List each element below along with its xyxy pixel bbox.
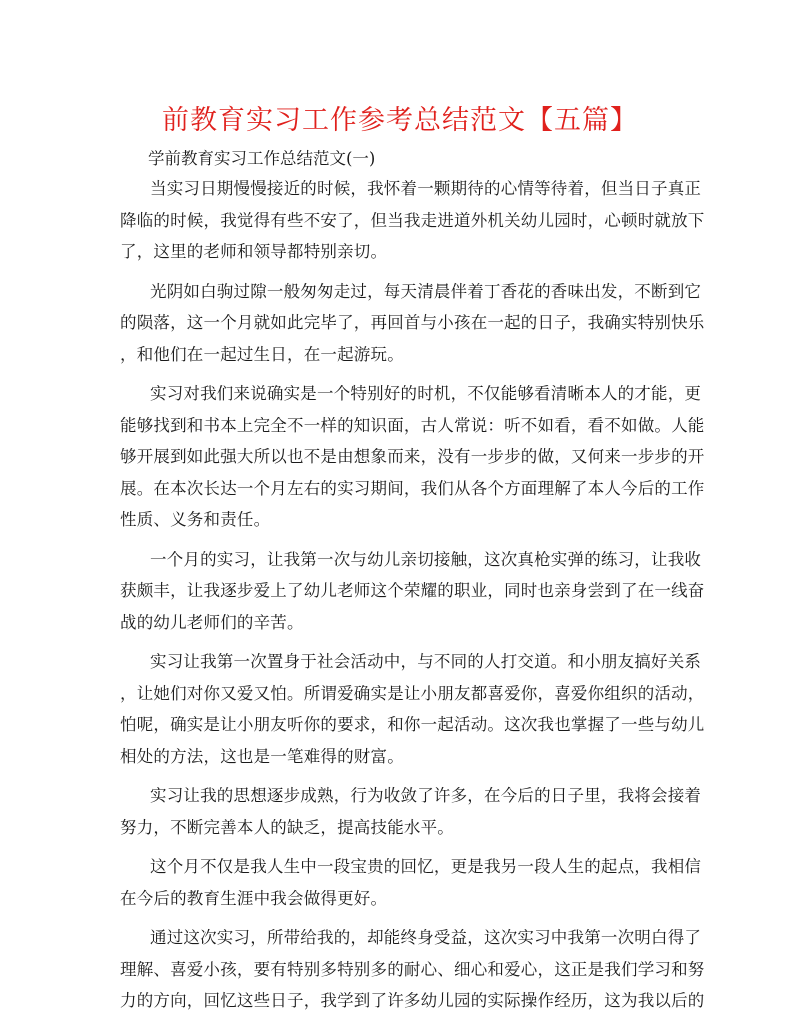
paragraph — [120, 780, 702, 843]
paragraph-line: 的陨落，这一个月就如此完毕了，再回首与小孩在一起的日子，我确实特别快乐 — [120, 313, 705, 332]
paragraph-line: 当实习日期慢慢接近的时候，我怀着一颗期待的心情等待着，但当日子真正 — [150, 179, 702, 198]
paragraph — [120, 646, 705, 772]
paragraph-line: 展。在本次长达一个月左右的实习期间，我们从各个方面理解了本人今后的工作 — [120, 478, 705, 498]
paragraph-line: 实习让我第一次置身于社会活动中，与不同的人打交道。和小朋友搞好关系 — [150, 652, 702, 671]
paragraph-line: 降临的时候，我觉得有些不安了，但当我走进道外机关幼儿园时，心顿时就放下 — [120, 210, 705, 230]
paragraph-line: 性质、义务和责任。 — [120, 510, 271, 529]
paragraph-line: 努力，不断完善本人的缺乏，提高技能水平。 — [120, 817, 454, 837]
paragraph-line: 光阴如白驹过隙一般匆匆走过，每天清晨伴着丁香花的香味出发，不断到它 — [150, 281, 702, 301]
paragraph — [120, 922, 705, 1017]
paragraph-line: 了，这里的老师和领导都特别亲切。 — [120, 242, 388, 261]
document-title: 前教育实习工作参考总结范文【五篇】 — [162, 105, 638, 136]
paragraph — [120, 544, 705, 639]
section-subtitle: 学前教育实习工作总结范文(一) — [148, 149, 376, 168]
paragraph-line: 实习让我的思想逐步成熟，行为收敛了许多，在今后的日子里，我将会接着 — [150, 786, 702, 805]
paragraph-line: 战的幼儿老师们的辛苦。 — [120, 612, 304, 632]
paragraph-line: 通过这次实习，所带给我的，却能终身受益，这次实习中我第一次明白得了 — [150, 928, 702, 947]
body-text — [120, 173, 705, 1025]
paragraph-line: 力的方向，回忆这些日子，我学到了许多幼儿园的实际操作经历，这为我以后的 — [120, 991, 705, 1010]
paragraph — [120, 173, 705, 268]
paragraph-line: ，和他们在一起过生日，在一起游玩。 — [120, 344, 404, 364]
paragraph-line: 够开展到如此强大所以也不是由想象而来，没有一步步的做，又何来一步步的开 — [120, 447, 705, 466]
paragraph-line: 能够找到和书本上完全不一样的知识面，古人常说：听不如看，看不如做。人能 — [120, 415, 705, 435]
paragraph — [120, 851, 702, 914]
paragraph-line: 怕呢，确实是让小朋友听你的要求，和你一起活动。这次我也掌握了一些与幼儿 — [120, 715, 705, 734]
paragraph-line: 理解、喜爱小孩，要有特别多特别多的耐心、细心和爱心，这正是我们学习和努 — [120, 959, 705, 979]
paragraph-line: ，让她们对你又爱又怕。所谓爱确实是让小朋友都喜爱你，喜爱你组织的活动， — [120, 683, 705, 703]
paragraph — [120, 276, 705, 371]
paragraph-line: 这个月不仅是我人生中一段宝贵的回忆，更是我另一段人生的起点，我相信 — [150, 857, 702, 876]
paragraph — [120, 378, 705, 536]
paragraph-line: 获颇丰，让我逐步爱上了幼儿老师这个荣耀的职业，同时也亲身尝到了在一线奋 — [120, 581, 705, 600]
paragraph-line: 相处的方法，这也是一笔难得的财富。 — [120, 746, 404, 766]
paragraph-line: 实习对我们来说确实是一个特别好的时机，不仅能够看清晰本人的才能，更 — [150, 384, 702, 403]
paragraph-line: 一个月的实习，让我第一次与幼儿亲切接触，这次真枪实弹的练习，让我收 — [150, 549, 702, 569]
paragraph-line: 在今后的教育生涯中我会做得更好。 — [120, 888, 388, 908]
